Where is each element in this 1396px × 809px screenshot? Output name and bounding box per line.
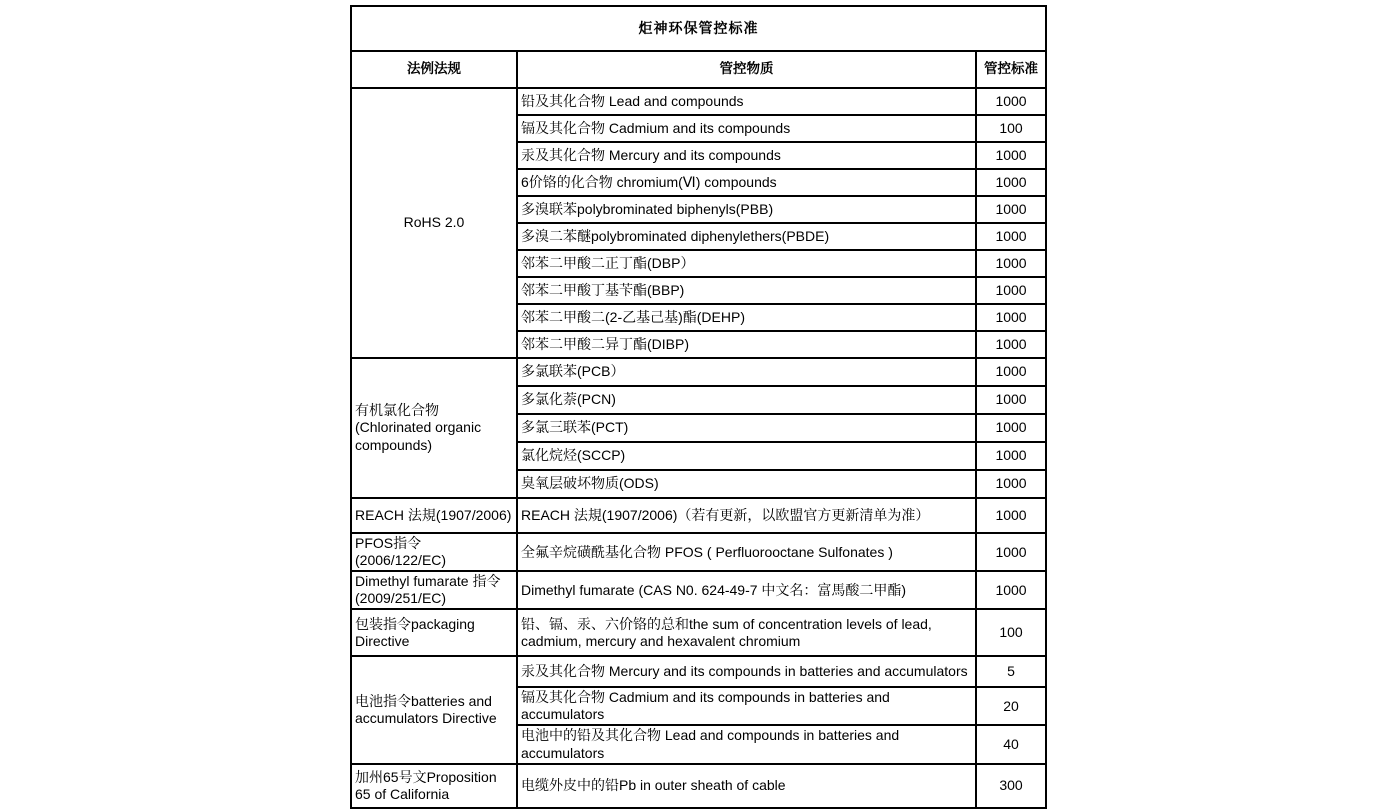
substance-cell: 多氯联苯(PCB）: [517, 358, 976, 386]
substance-cell: 铅及其化合物 Lead and compounds: [517, 88, 976, 115]
regulation-cell: 包装指令packaging Directive: [351, 609, 517, 656]
column-header-row: [351, 51, 1046, 88]
limit-cell: 1000: [976, 304, 1046, 331]
title-row: [351, 6, 1046, 51]
limit-cell: 1000: [976, 88, 1046, 115]
limit-cell: 20: [976, 687, 1046, 725]
limit-cell: 100: [976, 609, 1046, 656]
column-header-limit: 管控标准: [976, 51, 1046, 88]
regulation-cell: 加州65号文Proposition 65 of California: [351, 764, 517, 808]
substance-cell: 汞及其化合物 Mercury and its compounds in batteries and accumulators: [517, 656, 976, 687]
substance-cell: 6价铬的化合物 chromium(Ⅵ) compounds: [517, 169, 976, 196]
substance-cell: 邻苯二甲酸丁基苄酯(BBP): [517, 277, 976, 304]
table-row: [351, 764, 1046, 808]
column-header-substance: 管控物质: [517, 51, 976, 88]
limit-cell: 1000: [976, 142, 1046, 169]
regulation-cell: REACH 法規(1907/2006): [351, 498, 517, 533]
limit-cell: 1000: [976, 442, 1046, 470]
table-row: [351, 609, 1046, 656]
substance-cell: 臭氧层破坏物质(ODS): [517, 470, 976, 498]
limit-cell: 1000: [976, 277, 1046, 304]
table-row: [351, 656, 1046, 687]
substance-cell: Dimethyl fumarate (CAS N0. 624-49-7 中文名：富馬酸二甲酯): [517, 571, 976, 609]
limit-cell: 1000: [976, 196, 1046, 223]
table-row: [351, 498, 1046, 533]
substance-cell: 多氯化萘(PCN): [517, 386, 976, 414]
substance-cell: 电缆外皮中的铅Pb in outer sheath of cable: [517, 764, 976, 808]
limit-cell: 1000: [976, 169, 1046, 196]
table-row: [351, 533, 1046, 571]
regulation-cell: PFOS指令 (2006/122/EC): [351, 533, 517, 571]
substance-cell: 邻苯二甲酸二(2-乙基己基)酯(DEHP): [517, 304, 976, 331]
limit-cell: 1000: [976, 571, 1046, 609]
substance-cell: 多溴联苯polybrominated biphenyls(PBB): [517, 196, 976, 223]
standards-table: [350, 5, 1047, 809]
limit-cell: 1000: [976, 533, 1046, 571]
column-header-regulation: 法例法规: [351, 51, 517, 88]
limit-cell: 300: [976, 764, 1046, 808]
table-body: [351, 88, 1046, 808]
table-row: [351, 88, 1046, 115]
table-row: [351, 358, 1046, 386]
limit-cell: 1000: [976, 331, 1046, 358]
document-title: 炬神环保管控标准: [351, 6, 1046, 51]
substance-cell: 镉及其化合物 Cadmium and its compounds in batteries and accumulators: [517, 687, 976, 725]
substance-cell: 全氟辛烷磺酰基化合物 PFOS ( Perfluorooctane Sulfonates ): [517, 533, 976, 571]
substance-cell: 汞及其化合物 Mercury and its compounds: [517, 142, 976, 169]
substance-cell: 镉及其化合物 Cadmium and its compounds: [517, 115, 976, 142]
substance-cell: REACH 法規(1907/2006)（若有更新，以欧盟官方更新清单为准）: [517, 498, 976, 533]
limit-cell: 1000: [976, 358, 1046, 386]
regulation-cell: 有机氯化合物(Chlorinated organic compounds): [351, 358, 517, 498]
table-head: [351, 6, 1046, 88]
limit-cell: 40: [976, 725, 1046, 763]
limit-cell: 5: [976, 656, 1046, 687]
substance-cell: 铅、镉、汞、六价铬的总和the sum of concentration levels of lead, cadmium, mercury and hexavalent chromium: [517, 609, 976, 656]
substance-cell: 邻苯二甲酸二正丁酯(DBP）: [517, 250, 976, 277]
substance-cell: 邻苯二甲酸二异丁酯(DIBP): [517, 331, 976, 358]
substance-cell: 氯化烷烃(SCCP): [517, 442, 976, 470]
limit-cell: 1000: [976, 498, 1046, 533]
table-row: [351, 571, 1046, 609]
limit-cell: 1000: [976, 470, 1046, 498]
limit-cell: 1000: [976, 386, 1046, 414]
substance-cell: 多溴二苯醚polybrominated diphenylethers(PBDE): [517, 223, 976, 250]
limit-cell: 1000: [976, 250, 1046, 277]
regulation-cell: RoHS 2.0: [351, 88, 517, 358]
regulation-cell: 电池指令batteries and accumulators Directive: [351, 656, 517, 763]
regulation-cell: Dimethyl fumarate 指令 (2009/251/EC): [351, 571, 517, 609]
substance-cell: 电池中的铅及其化合物 Lead and compounds in batteries and accumulators: [517, 725, 976, 763]
limit-cell: 1000: [976, 223, 1046, 250]
substance-cell: 多氯三联苯(PCT): [517, 414, 976, 442]
limit-cell: 100: [976, 115, 1046, 142]
limit-cell: 1000: [976, 414, 1046, 442]
